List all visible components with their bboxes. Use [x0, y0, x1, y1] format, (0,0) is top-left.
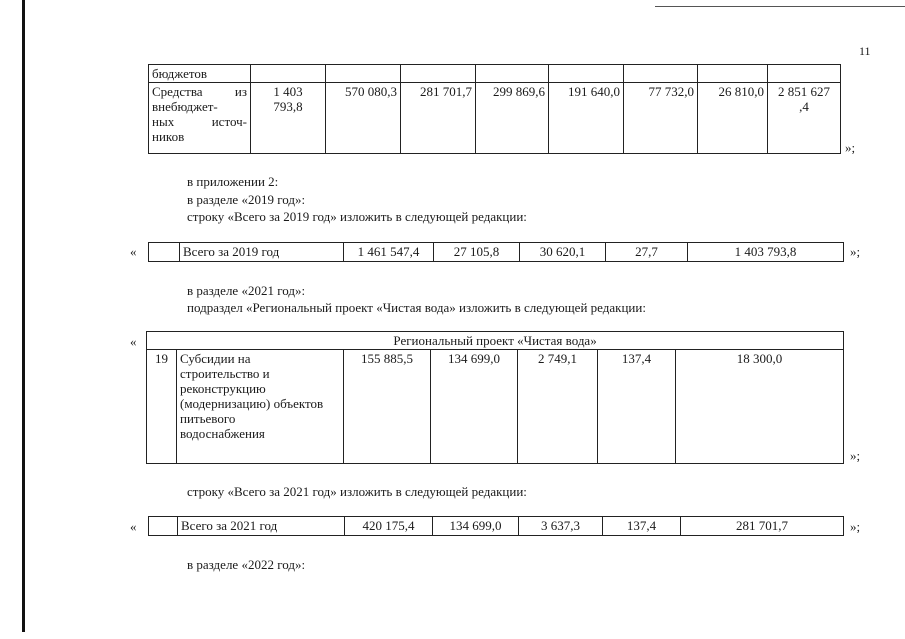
total-2019-v3: 30 620,1	[520, 243, 606, 262]
para-section-2022: в разделе «2022 год»:	[187, 557, 306, 572]
table2-open-quote: «	[130, 244, 137, 259]
para-subsection-water: подраздел «Региональный проект «Чистая вода» изложить в следующей редакции:	[187, 300, 646, 315]
cell-extra-8: 2 851 627 ,4	[768, 83, 841, 154]
total-2019-table	[148, 242, 844, 262]
total-2019-num	[149, 243, 180, 262]
table3-close-quote: »;	[850, 448, 861, 463]
total-2021-table	[148, 516, 844, 536]
page-number: 11	[859, 44, 871, 58]
para-section-2019: в разделе «2019 год»:	[187, 192, 306, 207]
total-2019-v2: 27 105,8	[434, 243, 520, 262]
scan-left-edge	[22, 0, 25, 632]
table4-open-quote: «	[130, 519, 137, 534]
cell-extra-7: 26 810,0	[698, 83, 768, 154]
clean-water-v1: 155 885,5	[344, 350, 431, 464]
total-2019-v4: 27,7	[606, 243, 688, 262]
clean-water-v5: 18 300,0	[676, 350, 844, 464]
cell-extra-total-1: 1 403 793,8	[251, 83, 326, 154]
total-2021-v2: 134 699,0	[433, 517, 519, 536]
funding-table-tail	[148, 64, 841, 154]
cell-extra-5: 191 640,0	[549, 83, 624, 154]
table1-close-quote: »;	[845, 140, 856, 155]
para-row-2019: строку «Всего за 2019 год» изложить в следующей редакции:	[187, 209, 527, 224]
clean-water-row-label: Субсидии на строительство и реконструкцию (модернизацию) объектов питьевого водоснабжения	[177, 350, 344, 464]
cell-budget-tail: бюджетов	[149, 65, 251, 83]
clean-water-v4: 137,4	[598, 350, 676, 464]
total-2021-v4: 137,4	[603, 517, 681, 536]
total-2021-v1: 420 175,4	[345, 517, 433, 536]
total-2019-v1: 1 461 547,4	[344, 243, 434, 262]
cell-extra-6: 77 732,0	[624, 83, 698, 154]
para-row-2021: строку «Всего за 2021 год» изложить в следующей редакции:	[187, 484, 527, 499]
total-2021-num	[149, 517, 178, 536]
clean-water-v2: 134 699,0	[431, 350, 518, 464]
para-appendix-2: в приложении 2:	[187, 174, 279, 189]
cell-extra-2: 570 080,3	[326, 83, 401, 154]
total-2021-v3: 3 637,3	[519, 517, 603, 536]
clean-water-row-num: 19	[147, 350, 177, 464]
para-section-2021: в разделе «2021 год»:	[187, 283, 306, 298]
table2-close-quote: »;	[850, 244, 861, 259]
total-2021-label: Всего за 2021 год	[178, 517, 345, 536]
clean-water-v3: 2 749,1	[518, 350, 598, 464]
cell-extra-3: 281 701,7	[401, 83, 476, 154]
cell-extra-4: 299 869,6	[476, 83, 549, 154]
cell-extra-label: Средства из внебюджет- ных источ- ников	[149, 83, 251, 154]
top-rule	[655, 6, 905, 7]
clean-water-header: Региональный проект «Чистая вода»	[147, 332, 844, 350]
total-2019-v5: 1 403 793,8	[688, 243, 844, 262]
clean-water-table	[146, 331, 844, 464]
total-2019-label: Всего за 2019 год	[180, 243, 344, 262]
table3-open-quote: «	[130, 334, 137, 349]
total-2021-v5: 281 701,7	[681, 517, 844, 536]
table4-close-quote: »;	[850, 519, 861, 534]
